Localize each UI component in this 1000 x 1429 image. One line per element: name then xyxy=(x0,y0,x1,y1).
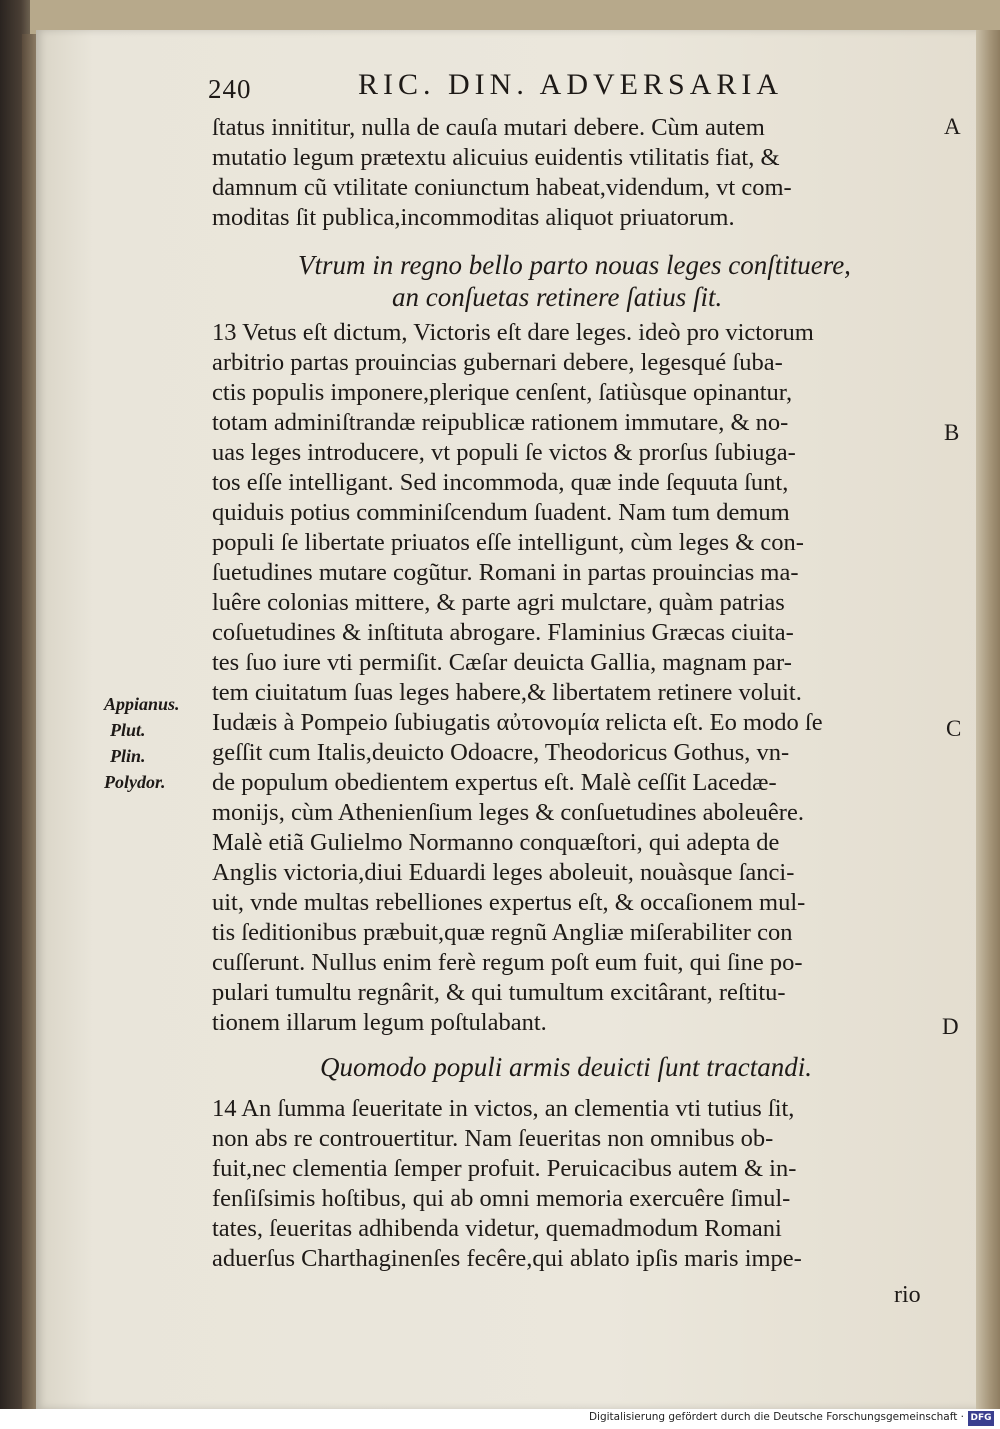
section-heading: Vtrum in regno bello parto nouas leges conſtituere, xyxy=(298,250,851,280)
section-heading: an conſuetas retinere ſatius ſit. xyxy=(392,282,723,312)
cover-edge xyxy=(22,34,36,1409)
section-marker: C xyxy=(946,716,962,741)
dfg-logo: DFG xyxy=(968,1411,994,1426)
text-line: totam adminiſtrandæ reipublicæ rationem immutare, & no- xyxy=(212,409,789,436)
section-marker: D xyxy=(942,1014,959,1039)
text-line: tos eſſe intelligant. Sed incommoda, quæ inde ſequuta ſunt, xyxy=(212,469,789,496)
text-line: ſuetudines mutare cogũtur. Romani in partas prouincias ma- xyxy=(212,559,799,586)
margin-note: Appianus. xyxy=(104,694,180,714)
text-line: damnum cũ vtilitate coniunctum habeat,videndum, vt com- xyxy=(212,174,792,201)
text-line: quiduis potius comminiſcendum ſuadent. Nam tum demum xyxy=(212,499,790,526)
running-head xyxy=(208,68,840,112)
margin-note: Polydor. xyxy=(104,772,166,792)
section-marker: A xyxy=(944,114,961,139)
text-line: moditas ſit publica,incommoditas aliquot priuatorum. xyxy=(212,204,735,231)
text-line: Anglis victoria,diui Eduardi leges aboleuit, nouàsque ſanci- xyxy=(212,859,795,886)
text-line: aduerſus Charthaginenſes fecêre,qui ablato ipſis maris impe- xyxy=(212,1245,802,1272)
text-line: ctis populis imponere,plerique cenſent, ſatiùsque opinantur, xyxy=(212,379,793,406)
text-line: populi ſe libertate priuatos eſſe intelligunt, cùm leges & con- xyxy=(212,529,804,556)
text-line: tis ſeditionibus præbuit,quæ regnũ Angliæ miſerabiliter con xyxy=(212,919,793,946)
text-line: fenſiſsimis hoſtibus, qui ab omni memoria exercuêre ſimul- xyxy=(212,1185,791,1212)
text-line: mutatio legum prætextu alicuius euidentis vtilitatis fiat, & xyxy=(212,144,780,171)
text-line: pulari tumultu regnârit, & qui tumultum excitârant, reſtitu- xyxy=(212,979,786,1006)
catchword: rio xyxy=(894,1282,921,1308)
text-line: uas leges introducere, vt populi ſe victos & prorſus ſubiuga- xyxy=(212,439,796,466)
text-line: tionem illarum legum poſtulabant. xyxy=(212,1009,547,1036)
text-line: fuit,nec clementia ſemper profuit. Peruicacibus autem & in- xyxy=(212,1155,797,1182)
margin-note: Plin. xyxy=(110,746,146,766)
text-line: arbitrio partas prouincias gubernari debere, legesqué ſuba- xyxy=(212,349,783,376)
text-line: Malè etiã Gulielmo Normanno conquæſtori, qui adepta de xyxy=(212,829,780,856)
text-line: Iudæis à Pompeio ſubiugatis αὐτονομία relicta eſt. Eo modo ſe xyxy=(212,709,823,736)
text-line: ſtatus innititur, nulla de cauſa mutari debere. Cùm autem xyxy=(212,114,765,141)
text-line: tates, ſeueritas adhibenda videtur, quemadmodum Romani xyxy=(212,1215,782,1242)
text-line: coſuetudines & inſtituta abrogare. Flaminius Græcas ciuita- xyxy=(212,619,794,646)
text-line: non abs re controuertitur. Nam ſeueritas non omnibus ob- xyxy=(212,1125,774,1152)
text-line: luêre colonias mittere, & parte agri mulctare, quàm patrias xyxy=(212,589,785,616)
margin-note: Plut. xyxy=(110,720,146,740)
section-heading: Quomodo populi armis deuicti ſunt tractandi. xyxy=(320,1052,812,1082)
text-line: 13 Vetus eſt dictum, Victoris eſt dare leges. ideò pro victorum xyxy=(212,319,814,346)
text-line: uit, vnde multas rebelliones expertus eſt, & occaſionem mul- xyxy=(212,889,806,916)
text-line: de populum obedientem expertus eſt. Malè ceſſit Lacedæ- xyxy=(212,769,777,796)
text-line: geſſit cum Italis,deuicto Odoacre, Theodoricus Gothus, vn- xyxy=(212,739,790,766)
page-edge xyxy=(976,30,1000,1409)
running-title: RIC. DIN. ADVERSARIA xyxy=(358,68,784,101)
text-line: 14 An ſumma ſeueritate in victos, an clementia vti tutius ſit, xyxy=(212,1095,795,1122)
text-line: tes ſuo iure vti permiſit. Cæſar deuicta Gallia, magnam par- xyxy=(212,649,792,676)
footer-band xyxy=(0,1409,1000,1429)
footer-text: Digitalisierung gefördert durch die Deutsche Forschungsgemeinschaft · xyxy=(588,1411,964,1423)
text-line: tem ciuitatum ſuas leges habere,& libertatem retinere voluit. xyxy=(212,679,802,706)
text-line: monijs, cùm Athenienſium leges & conſuetudines aboleuêre. xyxy=(212,799,804,826)
text-line: cuſſerunt. Nullus enim ferè regum poſt eum fuit, qui ſine po- xyxy=(212,949,803,976)
section-marker: B xyxy=(944,420,960,445)
page-number: 240 xyxy=(208,74,252,104)
